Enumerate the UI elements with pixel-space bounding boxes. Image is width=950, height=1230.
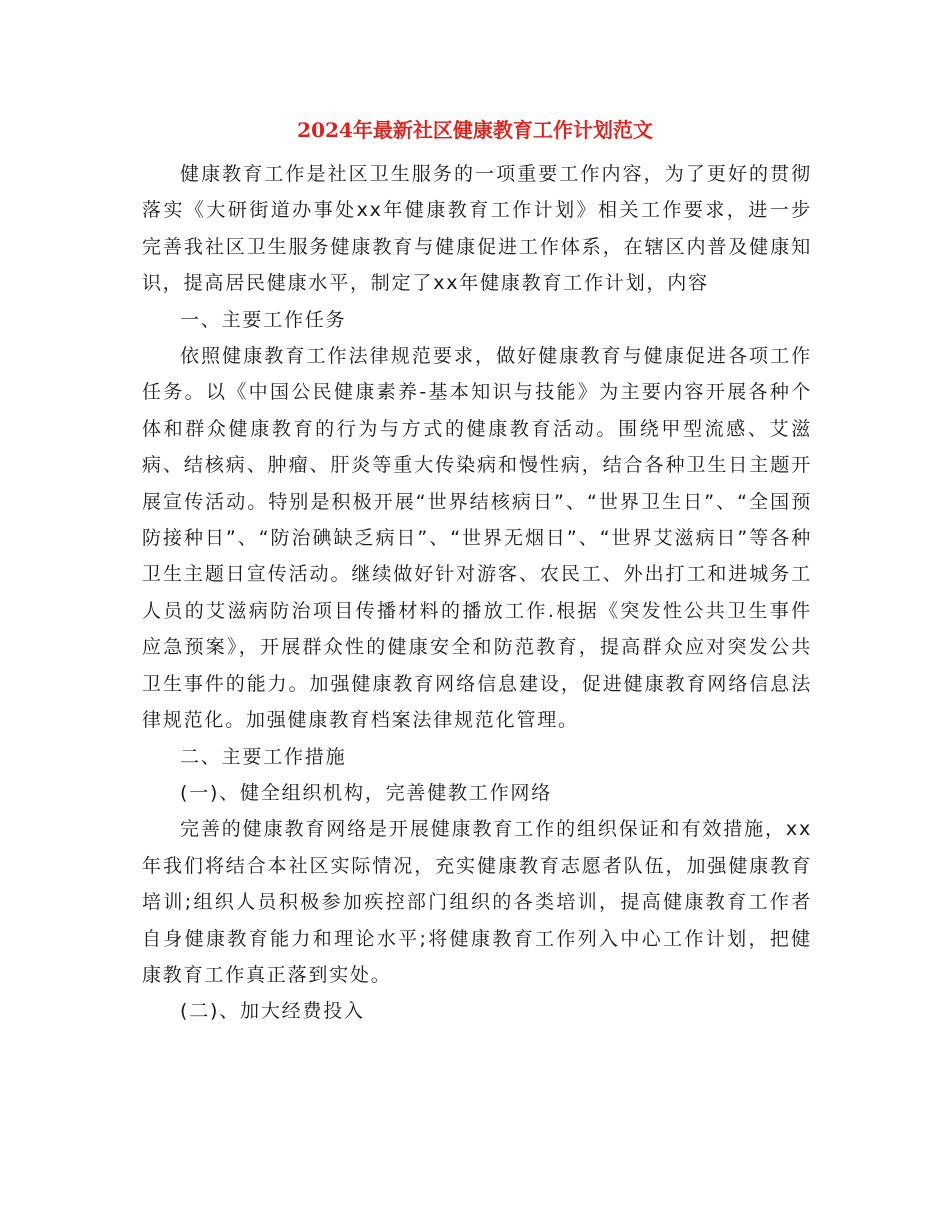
document-title: 2024年最新社区健康教育工作计划范文 — [297, 118, 653, 142]
subheading-organization: (一)、健全组织机构，完善健教工作网络 — [180, 781, 553, 804]
section-heading-measures: 二、主要工作措施 — [180, 745, 347, 768]
paragraph-organization: 完善的健康教育网络是开展健康教育工作的组织保证和有效措施，xx年我们将结合本社区实际情况，充实健康教育志愿者队伍，加强健康教育培训;组织人员积极参加疾控部门组织的各类培训，提高健康教育工作者自身健康教育能力和理论水平;将健康教育工作列入中心工作计划，把健康教育工作真正落到实处。 — [142, 818, 812, 986]
paragraph-tasks: 依照健康教育工作法律规范要求，做好健康教育与健康促进各项工作任务。以《中国公民健康素养-基本知识与技能》为主要内容开展各种个体和群众健康教育的行为与方式的健康教育活动。围绕甲型流感、艾滋病、结核病、肿瘤、肝炎等重大传染病和慢性病，结合各种卫生日主题开展宣传活动。特别是积极开展“世界结核病日”、“世界卫生日”、“全国预防接种日”、“防治碘缺乏病日”、“世界无烟日”、“世界艾滋病日”等各种卫生主题日宣传活动。继续做好针对游客、农民工、外出打工和进城务工人员的艾滋病防治项目传播材料的播放工作.根据《突发性公共卫生事件应急预案》，开展群众性的健康安全和防范教育，提高群众应对突发公共卫生事件的能力。加强健康教育网络信息建设，促进健康教育网络信息法律规范化。加强健康教育档案法律规范化管理。 — [142, 345, 812, 732]
paragraph-intro: 健康教育工作是社区卫生服务的一项重要工作内容，为了更好的贯彻落实《大研街道办事处xx年健康教育工作计划》相关工作要求，进一步完善我社区卫生服务健康教育与健康促进工作体系，在辖区内普及健康知识，提高居民健康水平，制定了xx年健康教育工作计划，内容 — [142, 163, 812, 295]
subheading-funding: (二)、加大经费投入 — [180, 1000, 365, 1023]
document-body — [142, 156, 812, 1030]
section-heading-tasks: 一、主要工作任务 — [180, 308, 347, 331]
